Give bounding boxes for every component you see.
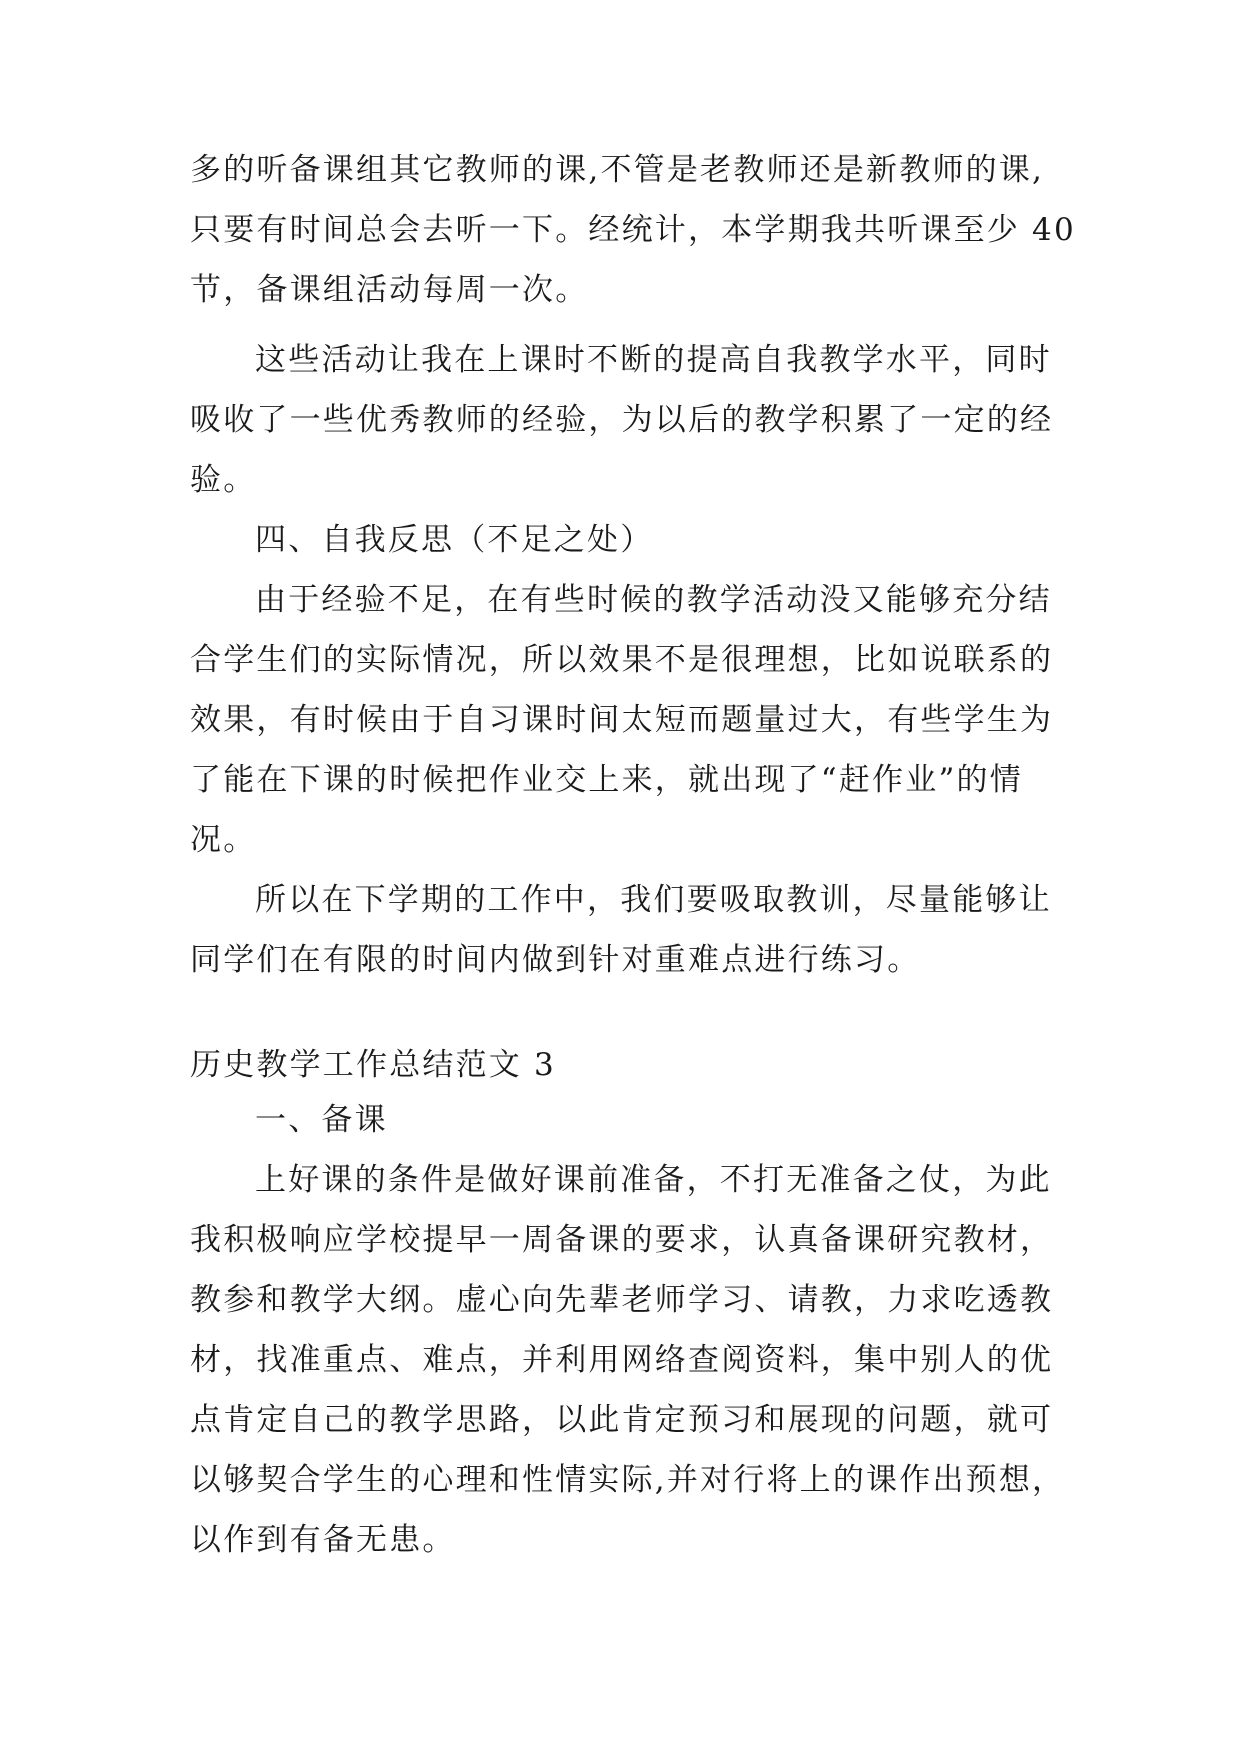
paragraph-line: 我积极响应学校提早一周备课的要求，认真备课研究教材， <box>190 1222 1054 1258</box>
paragraph-line: 只要有时间总会去听一下。经统计，本学期我共听课至少 40 <box>190 212 1076 248</box>
paragraph-line: 上好课的条件是做好课前准备，不打无准备之仗，为此 <box>255 1162 1052 1198</box>
paragraph-line: 节，备课组活动每周一次。 <box>190 272 589 308</box>
paragraph-line: 教参和教学大纲。虚心向先辈老师学习、请教，力求吃透教 <box>190 1282 1054 1318</box>
paragraph-line: 合学生们的实际情况，所以效果不是很理想，比如说联系的 <box>190 642 1054 678</box>
paragraph-line: 吸收了一些优秀教师的经验，为以后的教学积累了一定的经 <box>190 402 1054 438</box>
paragraph-line: 由于经验不足，在有些时候的教学活动没又能够充分结 <box>255 582 1052 618</box>
paragraph-line: 多的听备课组其它教师的课,不管是老教师还是新教师的课, <box>190 152 1045 188</box>
paragraph-line: 以作到有备无患。 <box>190 1522 456 1558</box>
paragraph-line: 况。 <box>190 822 257 858</box>
paragraph-line: 效果，有时候由于自习课时间太短而题量过大，有些学生为 <box>190 702 1054 738</box>
section-heading: 四、自我反思（不足之处） <box>255 522 654 558</box>
paragraph-line: 验。 <box>190 462 257 498</box>
section-heading: 一、备课 <box>255 1102 388 1138</box>
paragraph-line: 了能在下课的时候把作业交上来，就出现了“赶作业”的情 <box>190 762 1023 798</box>
paragraph-line: 所以在下学期的工作中，我们要吸取教训，尽量能够让 <box>255 882 1052 918</box>
paragraph-line: 这些活动让我在上课时不断的提高自我教学水平，同时 <box>255 342 1052 378</box>
paragraph-line: 材，找准重点、难点，并利用网络查阅资料，集中别人的优 <box>190 1342 1054 1378</box>
document-title: 历史教学工作总结范文 3 <box>190 1047 556 1083</box>
paragraph-line: 点肯定自己的教学思路，以此肯定预习和展现的问题，就可 <box>190 1402 1054 1438</box>
paragraph-line: 同学们在有限的时间内做到针对重难点进行练习。 <box>190 942 921 978</box>
paragraph-line: 以够契合学生的心理和性情实际,并对行将上的课作出预想， <box>190 1462 1066 1498</box>
